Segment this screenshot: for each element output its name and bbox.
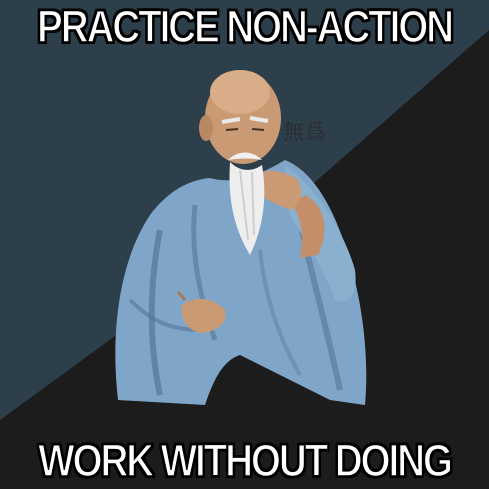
- top-caption: PRACTICE NON-ACTION: [37, 1, 452, 52]
- bottom-caption: WORK WITHOUT DOING: [38, 435, 451, 486]
- kanji-label: 無爲: [283, 120, 327, 144]
